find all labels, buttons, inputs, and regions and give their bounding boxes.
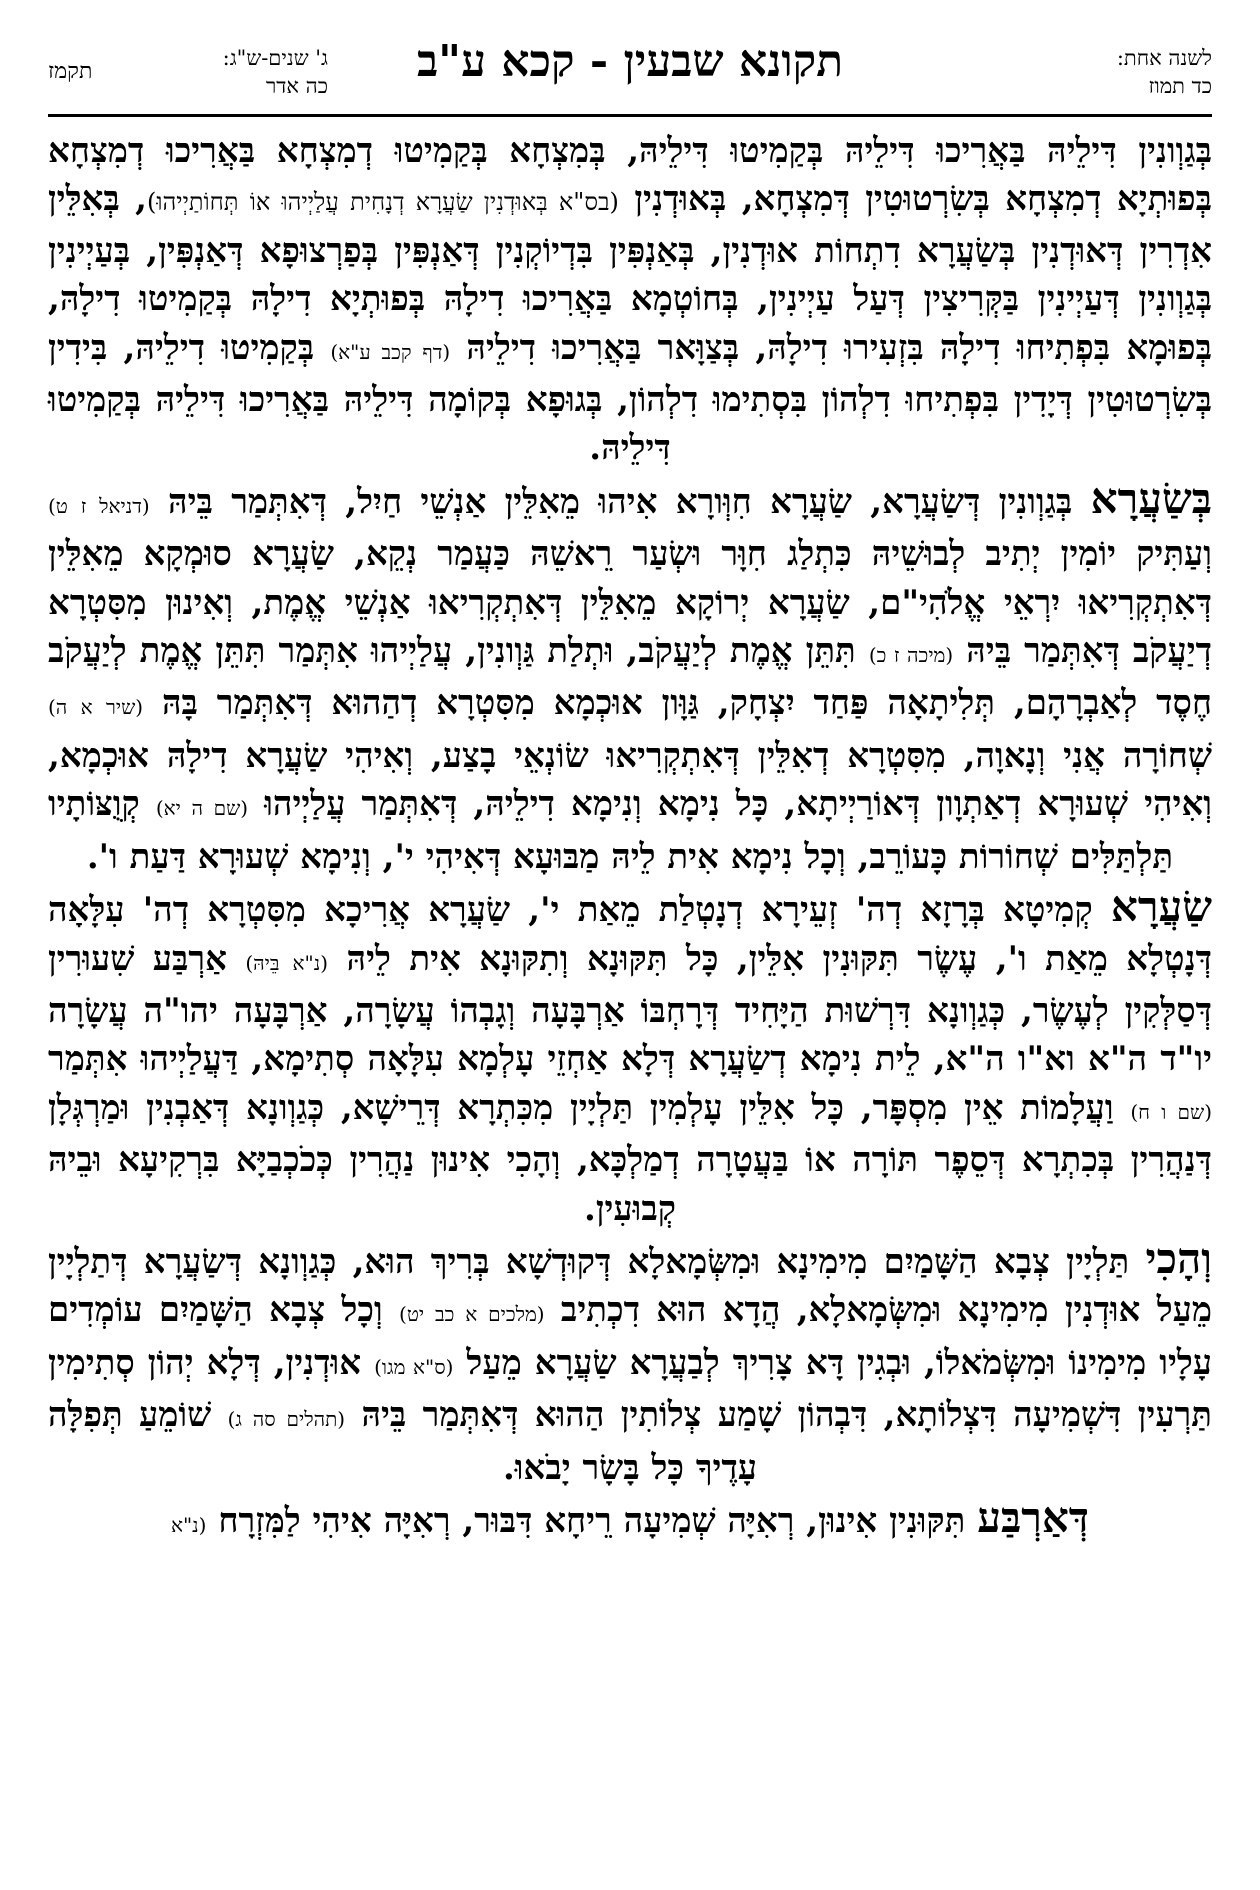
citation-reference: (נ"א xyxy=(170,1512,207,1537)
citation-reference: (מלכים א כב יט) xyxy=(399,1302,545,1327)
paragraph-text: תִּתֵּן אֱמֶת לְיַעֲקֹב, וּתְלַת גַּוְונִין, עֲלַיְיהוּ אִתְּמַר תִּתֵּן אֱמֶת לְיַעֲקֹב חֶסֶד לְאַבְרָהָם, תְּלִיתָאָה פַּחַד יִצְחָק, גַּוָּון אוּכְמָא מִסִּטְרָא דְהַהוּא דְּאִתְּמַר בָּהּ xyxy=(48,631,1212,724)
paragraph xyxy=(48,1235,1212,1492)
paragraph-text: וְעַתִּיק יוֹמִין יְתִיב לְבוּשֵׁיהּ כִּתְלַג חִוָּר וּשְׂעַר רֵאשֵׁהּ כַּעֲמַר נְקֵא, שַׂעֲרָא סוּמְקָא מֵאִלֵּין דְּאִתְקְרִיאוּ יִרְאֵי אֱלֹהִי"ם, שַׂעֲרָא יְרוֹקָא מֵאִלֵּין דְּאִתְקְרִיאוּ אַנְשֵׁי אֱמֶת, וְאִינוּן מִסִּטְרָא דְיַעֲקֹב דְּאִתְּמַר בֵּיהּ xyxy=(48,534,1213,672)
citation-reference: (שם ו ח) xyxy=(1130,1099,1212,1124)
paragraph xyxy=(48,883,1212,1233)
paragraph xyxy=(48,1494,1212,1549)
paragraph-lead-word: בְּשַׂעֲרָא xyxy=(1090,473,1212,523)
paragraph-text: בְּגַוְונִין דְּשַׂעֲרָא, שַׂעֲרָא חִוְּורָא אִיהוּ מֵאִלֵּין אַנְשֵׁי חַיִל, דְּאִתְּמַר בֵּיהּ xyxy=(149,481,1091,522)
paragraph-text: קְוֻצּוֹתָיו תַּלְתַּלִּים שְׁחוֹרוֹת כָּעוֹרֵב, וְכָל נִימָא אִית לֵיהּ מַבּוּעָא דְּאִיהִי י', וְנִימָא שְׁעוּרָא דַּעַת ו'. xyxy=(48,784,1174,877)
header-left-line2: כה אדר xyxy=(265,74,328,98)
paragraph-text: בְּגַוְונִין דִּילֵיהּ בַּאֲרִיכוּ דִּילֵיהּ בְּקַמִיטוּ דִּילֵיהּ, בְּמִצְחָא בְּקַמִיטוּ דְמִצְחָא בַּאֲרִיכוּ דְמִצְחָא בְּפוּתְיָא דְמִצְחָא בְּשִׂרְטוּטִין דְּמִצְחָא, בְּאוּדְנִין xyxy=(48,131,1212,220)
header-left-dates xyxy=(48,44,328,104)
citation-reference: (תהלים סה ג) xyxy=(227,1407,346,1432)
paragraph-text: שְׁחוֹרָה אֲנִי וְנָאוָה, מִסִּטְרָא דְאִלֵּין דְּאִתְקְרִיאוּ שׂוֹנְאֵי בָצַע, וְאִיהִי שַׂעֲרָא דִילָהּ אוּכְמָא, וְאִיהִי שְׁעוּרָא דְאַתְוָון דְּאוֹרַיְיתָא, כָּל נִימָא וְנִימָא דִילֵיהּ, דְּאִתְּמַר עֲלַיְיהוּ xyxy=(48,735,1212,825)
citation-reference: (ס"א מגו) xyxy=(374,1354,454,1379)
paragraph-lead-word: דְּאַרְבַּע xyxy=(977,1492,1090,1542)
paragraph-text: אַרְבַּע שִׁעוּרִין דְּסַלְּקִין לְעֶשֶׂר, כְּגַוְונָא דִּרְשׁוּת הַיָּחִיד דְּרָחְבּוֹ אַרְבָּעָה וְגָבְהוֹ עֲשָׂרָה, אַרְבָּעָה יהו"ה עֲשָׂרָה יו"ד ה"א וא"ו ה"א, לֵית נִימָא דְשַׂעֲרָא דְּלָא אַחְזֵי עָלְמָא עִלָּאָה סְתִימָא, דַּעֲלַיְיהוּ אִתְּמַר xyxy=(48,938,1212,1080)
header-left-marks xyxy=(223,44,328,100)
paragraph-text: אוּדְנִין, דְּלָא יְהוֹן סְתִימִין תַּרְעִין דִּשְׁמִיעָה דִּצְלוֹתָא, דִּבְהוֹן שָׁמַע צְלוֹתִין הַהוּא דְּאִתְּמַר בֵּיהּ xyxy=(48,1342,1212,1436)
paragraph-text: וַעֲלָמוֹת אֵין מִסְפָּר, כָּל אִלֵּין עָלְמִין תַּלְיָין מִכִּתְרָא דְּרֵישָׁא, כְּגַוְונָא דְּאַבְנִין וּמַרְגְּלָן דְּנַהֲרִין בְּכִתְרָא דְּסֵפֶר תּוֹרָה אוֹ בַּעֲטָרָה דְמַלְכָּא, וְהָכִי אִינוּן נַהֲרִין כְּכֹכְבַיָּא בִּרְקִיעָא וּבֵיהּ קְבוּעִין. xyxy=(48,1087,1212,1229)
paragraph-text: שׁוֹמֵעַ תְּפִלָּה עָדֶיךָ כָּל בָּשָׂר יָבֹאוּ. xyxy=(48,1395,758,1488)
citation-reference: (דניאל ז ט) xyxy=(48,493,150,518)
paragraph-text: קְמִיטָא בְּרָזָא דְה' זְעֵירָא דְנָטְלַת מֵאַת י', שַׂעֲרָא אֲרִיכָא מִסִּטְרָא דְה' עִלָּאָה דְּנָטְלָא מֵאַת ו', עֶשֶׂר תִּקּוּנִין אִלֵּין, כָּל תִּקּוּנָא וְתִקּוּנָא אִית לֵיהּ xyxy=(48,890,1212,979)
paragraph-text: , בְּאִלֵּין אִדְרִין דְּאוּדְנִין בְּשַׂעֲרָא דִתְחוֹת אוּדְנִין, בְּאַנְפִּין בִּדְיוֹקְנִין דְּאַנְפִּין בְּפַרְצוּפָא דְּאַנְפִּין, בְּעַיְינִין בְּגַוְונִין דְּעַיְינִין בַּקְּרִיצִין דְּעַל עַיְינִין, בְּחוֹטְמָא בַּאֲרִיכוּ דִילָהּ בְּפוּתְיָא דִילָהּ בְּקַמִיטוּ דִילָהּ, בְּפוּמָא בִּפְתִיחוּ דִילָהּ בִּזְעִירוּ דִילָהּ, בְּצַוָּאר בַּאֲרִיכוּ דִילֵיהּ xyxy=(48,179,1212,368)
variant-note: (בס"א בְּאוּדְנִין שַׂעֲרָא דְנָחִית עֲלַיְיהוּ אוֹ תְּחוֹתַיְיהוּ) xyxy=(146,188,619,217)
paragraph-text: תַּלְיָין צְבָא הַשָּׁמַיִם מִימִינָא וּמִשְּׂמָאלָא דְּקוּדְשָׁא בְּרִיךְ הוּא, כְּגַוְונָא דְּשַׂעֲרָא דְּתַלְיָין מֵעַל אוּדְנִין מִימִינָא וּמִשְּׂמָאלָא, הֲדָא הוּא דִכְתִיב xyxy=(48,1241,1212,1331)
text-body xyxy=(48,117,1212,1549)
citation-reference: (שם ה יא) xyxy=(155,796,249,821)
paragraph-text: בְּקַמִיטוּ דִילֵיהּ, בִּידִין בְּשִׂרְטוּטִין דְּיָדִין בִּפְתִיחוּ דִלְהוֹן בִּסְתִימוּ דִלְהוֹן, בְּגוּפָא בְּקוֹמָה דִּילֵיהּ בַּאֲרִיכוּ דִּילֵיהּ בְּקַמִיטוּ דִּילֵיהּ. xyxy=(48,327,1212,469)
paragraph xyxy=(48,475,1212,881)
paragraph-text: תִּקּוּנִין אִינוּן, רְאִיָּה שְׁמִיעָה רֵיחָא דִּבּוּר, רְאִיָּה אִיהִי לַמִּזְרָח xyxy=(206,1500,978,1541)
citation-reference: (מיכה ז כ) xyxy=(868,643,954,668)
paragraph-lead-word: וְהָכִי xyxy=(1145,1233,1212,1283)
citation-reference: (שיר א ה) xyxy=(48,695,144,720)
page-title: תקונא שבעין - קכא ע"ב xyxy=(416,36,844,87)
citation-reference: (נ"א בֵּיהּ) xyxy=(245,950,329,975)
folio-number: תקמז xyxy=(48,59,93,84)
header-right-line1: לשנה אחת: xyxy=(1116,46,1212,70)
page-header xyxy=(48,22,1212,117)
paragraph-lead-word: שַׂעֲרָא xyxy=(1110,882,1212,932)
page xyxy=(48,22,1212,1868)
header-left-line1: ג' שנים-ש"ג: xyxy=(222,46,328,70)
header-right-line2: כד תמוז xyxy=(1148,74,1212,98)
citation-reference: (דף קכב ע"א) xyxy=(330,339,451,364)
paragraph-text: וְכָל צְבָא הַשָּׁמַיִם עוֹמְדִים עָלָיו מִימִינוֹ וּמִשְּׂמֹאלוֹ, וּבְגִין דָּא צָרִיךְ לְבַעֲרָא שַׂעֲרָא מֵעַל xyxy=(48,1290,1213,1383)
paragraph xyxy=(48,127,1212,473)
